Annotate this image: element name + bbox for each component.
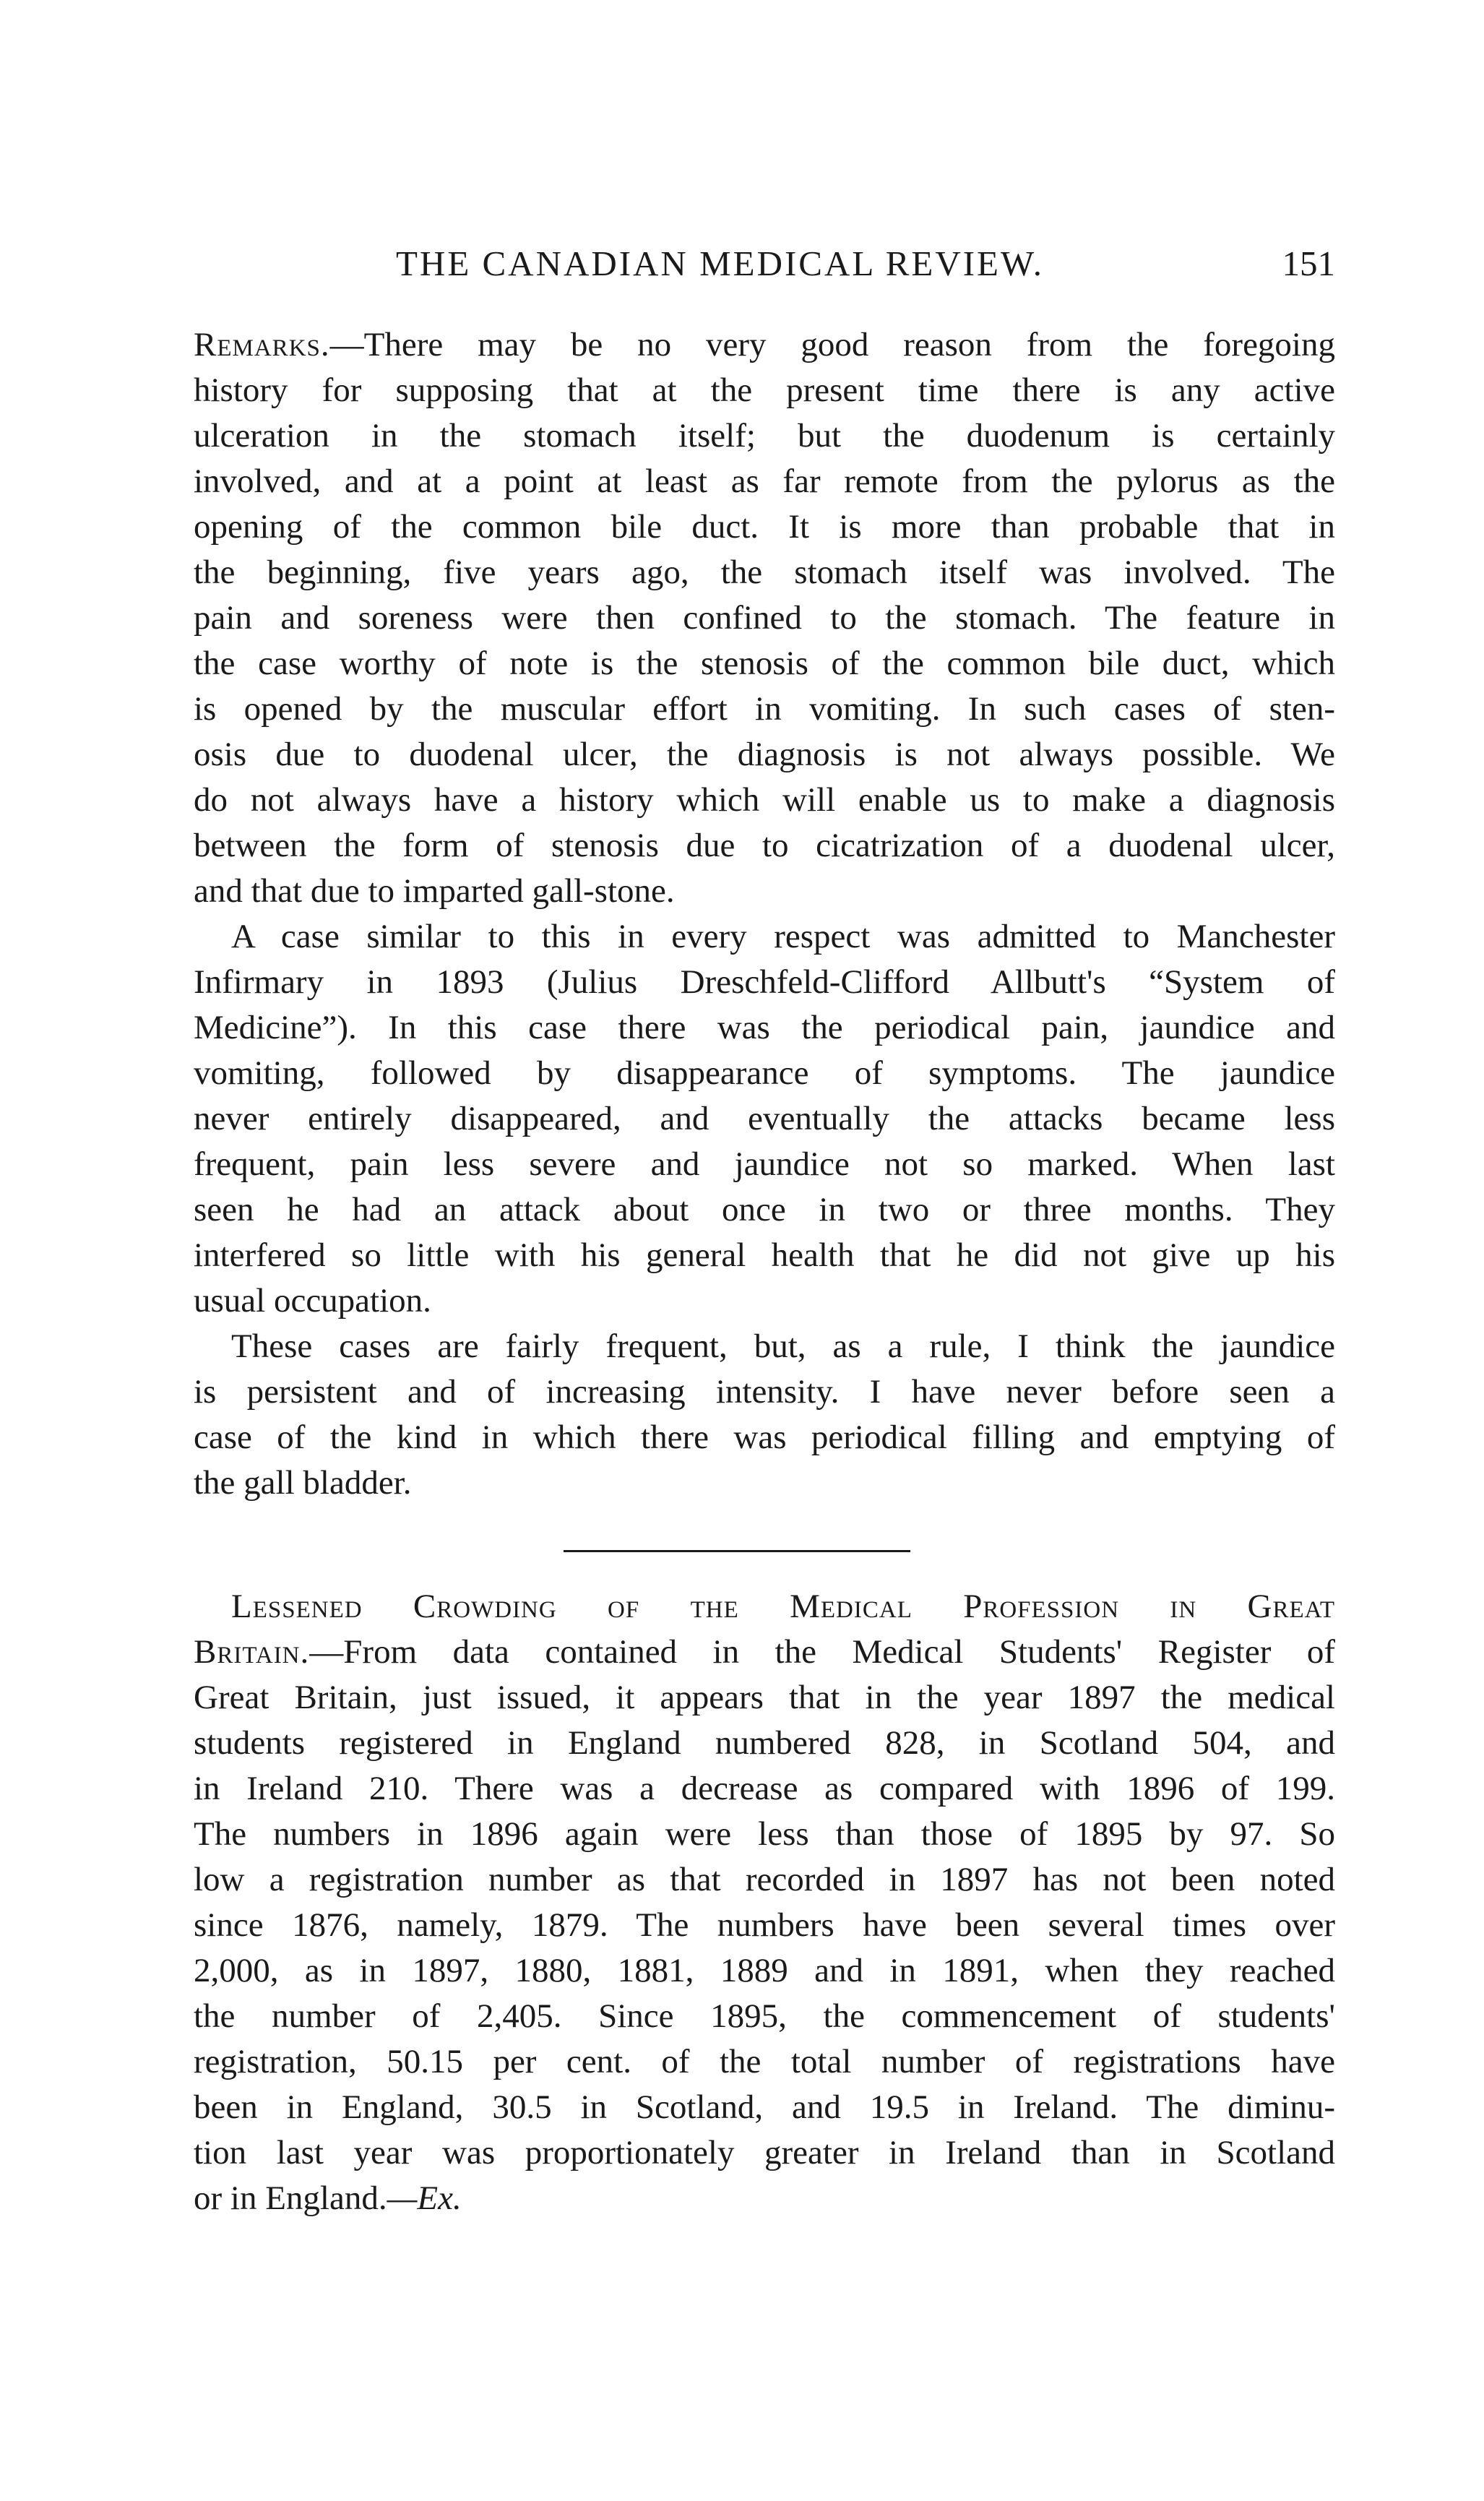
- paragraph-line: Great Britain, just issued, it appears that in the year 1897 the medical: [194, 1679, 1335, 1716]
- paragraph-line: and that due to imparted gall-stone.: [194, 872, 675, 910]
- paragraph-line: the number of 2,405. Since 1895, the commencement of students': [194, 1997, 1335, 2035]
- running-head: [194, 243, 1335, 293]
- paragraph-line: between the form of stenosis due to cicatrization of a duodenal ulcer,: [194, 827, 1335, 864]
- paragraph-line: the gall bladder.: [194, 1464, 412, 1502]
- paragraph-line: The numbers in 1896 again were less than those of 1895 by 97. So: [194, 1815, 1335, 1853]
- paragraph-line: opening of the common bile duct. It is more than probable that in: [194, 508, 1335, 546]
- journal-title: THE CANADIAN MEDICAL REVIEW.: [396, 244, 1044, 283]
- paragraph-line: students registered in England numbered 828, in Scotland 504, and: [194, 1724, 1335, 1762]
- paragraph-line: pain and soreness were then confined to the stomach. The feature in: [194, 599, 1335, 637]
- paragraph-line: do not always have a history which will enable us to make a diagnosis: [194, 781, 1335, 819]
- paragraph-line: in Ireland 210. There was a decrease as compared with 1896 of 199.: [194, 1770, 1335, 1807]
- news-heading: Lessened Crowding of the Medical Profession in Great: [231, 1588, 1335, 1625]
- paragraph-line: vomiting, followed by disappearance of symptoms. The jaundice: [194, 1054, 1335, 1092]
- paragraph-line: Infirmary in 1893 (Julius Dreschfeld-Clifford Allbutt's “System of: [194, 963, 1335, 1001]
- paragraph-line: is opened by the muscular effort in vomiting. In such cases of sten-: [194, 690, 1335, 728]
- remarks-section: [194, 322, 1335, 1506]
- paragraph-line: the beginning, five years ago, the stomach itself was involved. The: [194, 554, 1335, 591]
- paragraph-line: Medicine”). In this case there was the periodical pain, jaundice and: [194, 1009, 1335, 1046]
- paragraph-line: usual occupation.: [194, 1282, 431, 1320]
- paragraph-line: registration, 50.15 per cent. of the total number of registrations have: [194, 2043, 1335, 2080]
- section-divider: [564, 1550, 910, 1552]
- paragraph-line: interfered so little with his general health that he did not give up his: [194, 1236, 1335, 1274]
- paragraph-line: Britain.—From data contained in the Medical Students' Register of: [194, 1633, 1335, 1671]
- news-heading-lead: Britain.: [194, 1633, 310, 1671]
- paragraph-line: or in England.—Ex.: [194, 2179, 462, 2217]
- paragraph-line: low a registration number as that recorded in 1897 has not been noted: [194, 1861, 1335, 1898]
- paragraph-line: been in England, 30.5 in Scotland, and 19.5 in Ireland. The diminu-: [194, 2088, 1335, 2126]
- paragraph-line: history for supposing that at the present time there is any active: [194, 371, 1335, 409]
- paragraph-line: tion last year was proportionately greater in Ireland than in Scotland: [194, 2134, 1335, 2171]
- paragraph-line: These cases are fairly frequent, but, as a rule, I think the jaundice: [231, 1327, 1335, 1365]
- remarks-lead: Remarks.: [194, 326, 330, 363]
- page-number: 151: [1282, 244, 1335, 283]
- source-attribution: —Ex.: [387, 2179, 462, 2217]
- paragraph-line: frequent, pain less severe and jaundice not so marked. When last: [194, 1145, 1335, 1183]
- paragraph-line: seen he had an attack about once in two or three months. They: [194, 1191, 1335, 1228]
- paragraph-line: the case worthy of note is the stenosis of the common bile duct, which: [194, 645, 1335, 682]
- paragraph-line: osis due to duodenal ulcer, the diagnosis is not always possible. We: [194, 736, 1335, 773]
- paragraph-line: A case similar to this in every respect was admitted to Manchester: [231, 918, 1335, 955]
- paragraph-line: since 1876, namely, 1879. The numbers have been several times over: [194, 1906, 1335, 1944]
- news-item-section: [194, 1584, 1335, 2221]
- paragraph-line: never entirely disappeared, and eventually the attacks became less: [194, 1100, 1335, 1137]
- paragraph-line: is persistent and of increasing intensity. I have never before seen a: [194, 1373, 1335, 1411]
- paragraph-line: Remarks.—There may be no very good reason from the foregoing: [194, 326, 1335, 363]
- paragraph-line: involved, and at a point at least as far remote from the pylorus as the: [194, 462, 1335, 500]
- paragraph-line: 2,000, as in 1897, 1880, 1881, 1889 and in 1891, when they reached: [194, 1952, 1335, 1989]
- paragraph-line: ulceration in the stomach itself; but the duodenum is certainly: [194, 417, 1335, 455]
- paragraph-line: case of the kind in which there was periodical filling and emptying of: [194, 1419, 1335, 1456]
